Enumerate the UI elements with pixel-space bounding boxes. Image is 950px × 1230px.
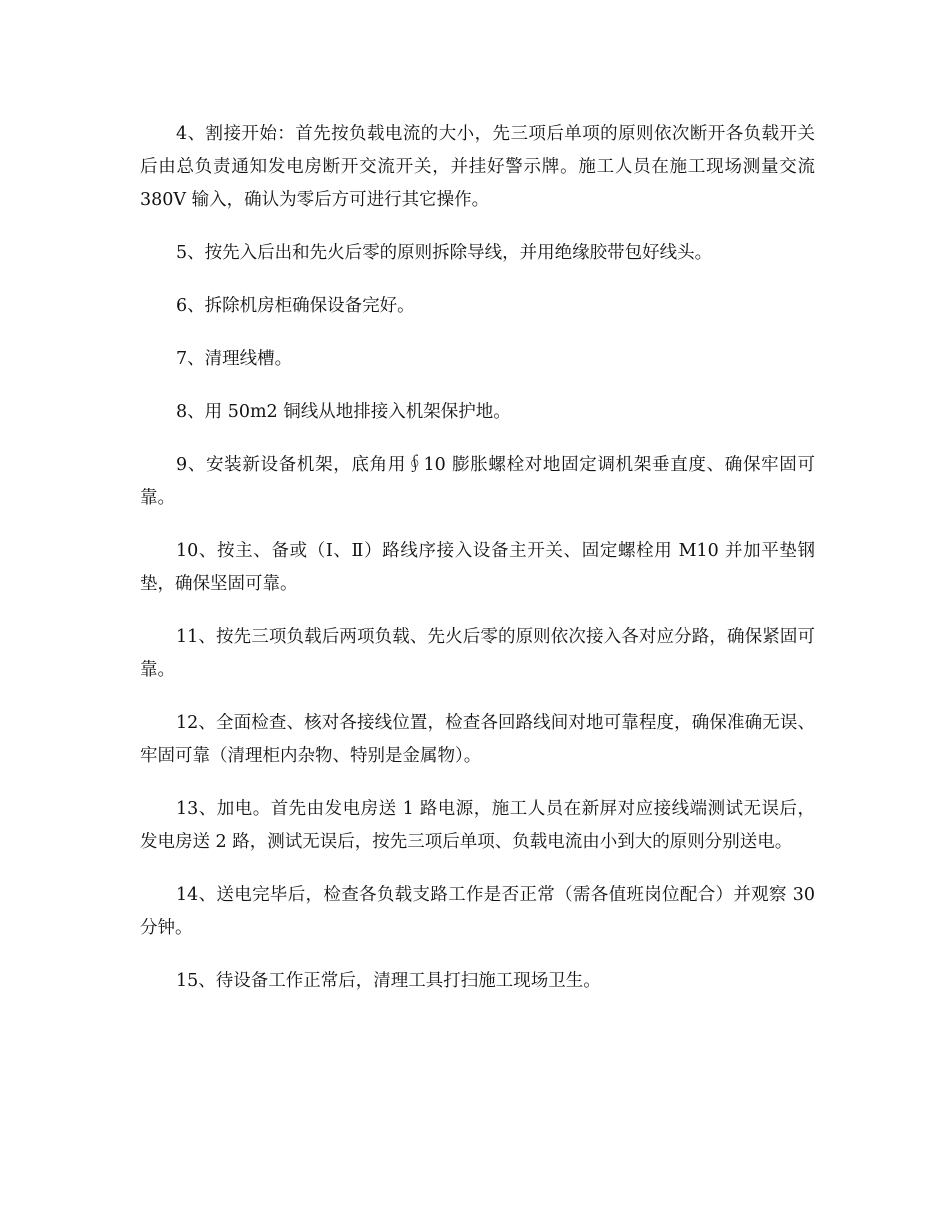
paragraph-step-9: 9、安装新设备机架，底角用∮10 膨胀螺栓对地固定调机架垂直度、确保牢固可靠。 [140, 455, 815, 508]
document-body [140, 118, 815, 1018]
paragraph-step-10: 10、按主、备或（Ⅰ、Ⅱ）路线序接入设备主开关、固定螺栓用 M10 并加平垫钢垫，确保坚固可靠。 [140, 541, 815, 594]
paragraph-step-6: 6、拆除机房柜确保设备完好。 [176, 296, 415, 316]
paragraph-step-12: 12、全面检查、核对各接线位置，检查各回路线间对地可靠程度，确保准确无误、牢固可靠（清理柜内杂物、特别是金属物）。 [140, 713, 815, 766]
paragraph-step-5: 5、按先入后出和先火后零的原则拆除导线，并用绝缘胶带包好线头。 [176, 243, 713, 263]
paragraph-step-8: 8、用 50m2 铜线从地排接入机架保护地。 [176, 402, 511, 422]
paragraph-step-11: 11、按先三项负载后两项负载、先火后零的原则依次接入各对应分路，确保紧固可靠。 [140, 627, 815, 680]
paragraph-step-15: 15、待设备工作正常后，清理工具打扫施工现场卫生。 [176, 971, 601, 991]
paragraph-step-7: 7、清理线槽。 [176, 349, 293, 369]
paragraph-step-13: 13、加电。首先由发电房送 1 路电源，施工人员在新屏对应接线端测试无误后，发电房送 2 路，测试无误后，按先三项后单项、负载电流由小到大的原则分别送电。 [140, 799, 815, 852]
paragraph-step-14: 14、送电完毕后，检查各负载支路工作是否正常（需各值班岗位配合）并观察 30 分钟。 [140, 885, 815, 938]
paragraph-step-4: 4、割接开始：首先按负载电流的大小，先三项后单项的原则依次断开各负载开关后由总负责通知发电房断开交流开关，并挂好警示牌。施工人员在施工现场测量交流 380V 输入，确认为零后方可进行其它操作。 [140, 124, 815, 210]
